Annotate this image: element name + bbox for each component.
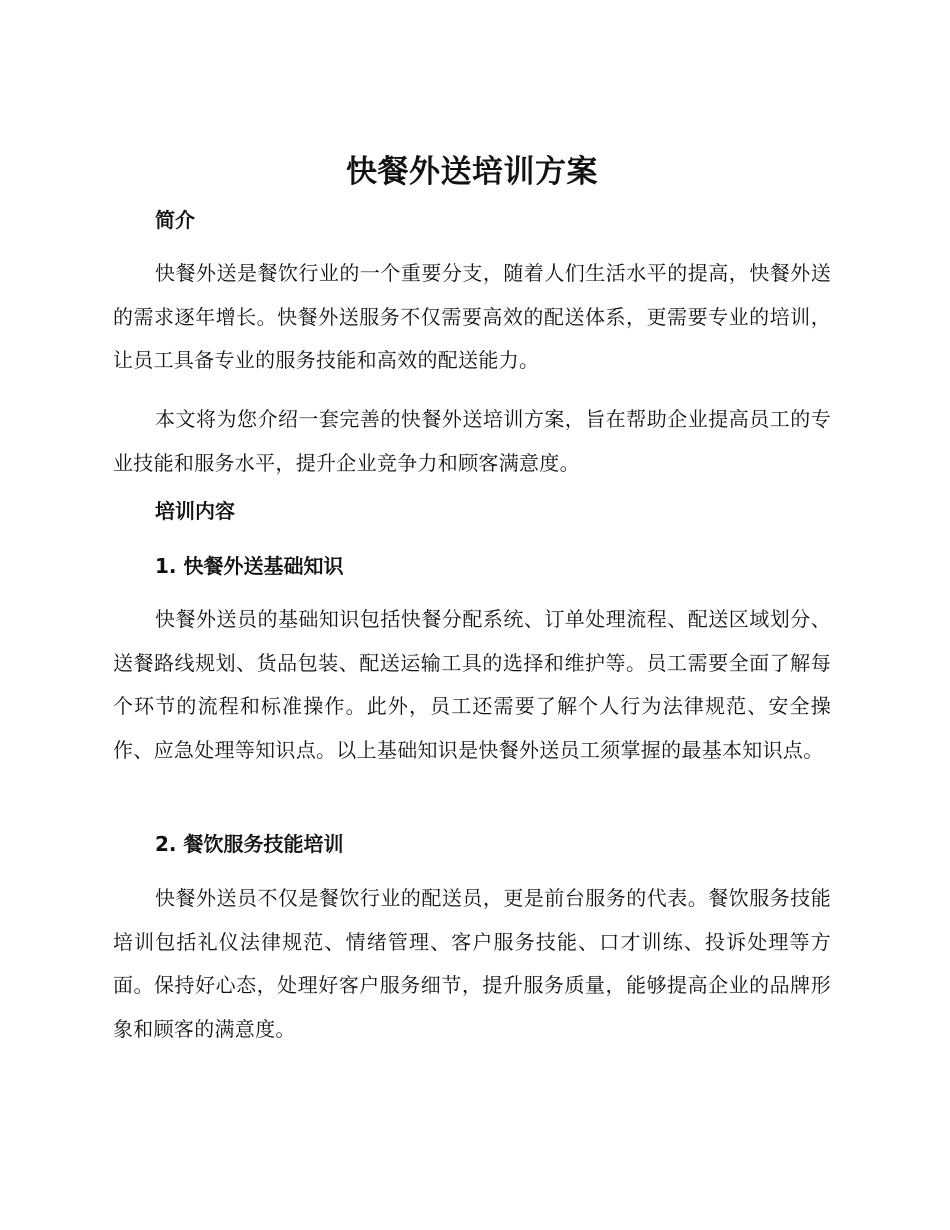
service-skills-paragraph: 快餐外送员不仅是餐饮行业的配送员，更是前台服务的代表。餐饮服务技能培训包括礼仪法律规范、情绪管理、客户服务技能、口才训练、投诉处理等方面。保持好心态，处理好客户服务细节，提升服务质量，能够提高企业的品牌形象和顾客的满意度。 — [113, 886, 831, 1041]
document-title: 快餐外送培训方案 — [346, 154, 598, 190]
section-heading-intro: 简介 — [155, 208, 195, 232]
subsection-heading-service-skills: 2. 餐饮服务技能培训 — [155, 832, 344, 856]
intro-paragraph-2: 本文将为您介绍一套完善的快餐外送培训方案，旨在帮助企业提高员工的专业技能和服务水平，提升企业竞争力和顾客满意度。 — [113, 407, 831, 475]
section-heading-training-content: 培训内容 — [155, 499, 235, 523]
subsection-heading-basics: 1. 快餐外送基础知识 — [155, 554, 344, 578]
intro-paragraph-1: 快餐外送是餐饮行业的一个重要分支，随着人们生活水平的提高，快餐外送的需求逐年增长。快餐外送服务不仅需要高效的配送体系，更需要专业的培训，让员工具备专业的服务技能和高效的配送能力。 — [113, 261, 831, 372]
basics-paragraph: 快餐外送员的基础知识包括快餐分配系统、订单处理流程、配送区域划分、送餐路线规划、货品包装、配送运输工具的选择和维护等。员工需要全面了解每个环节的流程和标准操作。此外，员工还需要了解个人行为法律规范、安全操作、应急处理等知识点。以上基础知识是快餐外送员工须掌握的最基本知识点。 — [113, 607, 831, 762]
